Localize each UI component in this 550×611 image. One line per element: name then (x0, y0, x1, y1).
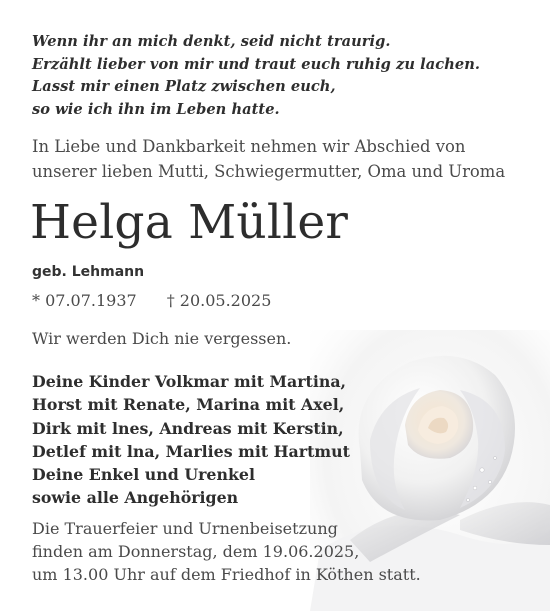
funeral-service-info (32, 517, 421, 586)
intro-line: In Liebe und Dankbarkeit nehmen wir Abschied von (32, 137, 466, 156)
mourner-line: Deine Kinder Volkmar mit Martina, (32, 372, 347, 391)
service-line: um 13.00 Uhr auf dem Friedhof in Köthen statt. (32, 565, 421, 584)
birth-date: * 07.07.1937 (32, 291, 137, 310)
poem-line: Erzählt lieber von mir und traut euch ruhig zu lachen. (32, 55, 481, 73)
mourner-line: sowie alle Angehörigen (32, 488, 239, 508)
service-line: Die Trauerfeier und Urnenbeisetzung (32, 519, 338, 538)
farewell-line: Wir werden Dich nie vergessen. (32, 329, 292, 348)
mourner-line: Detlef mit lna, Marlies mit Hartmut (32, 441, 350, 461)
deceased-name: Helga Müller (30, 195, 349, 250)
life-dates (32, 290, 271, 312)
mourners-list (32, 370, 350, 510)
poem-line: Lasst mir einen Platz zwischen euch, (32, 78, 336, 95)
mourner-line: Deine Enkel und Urenkel (32, 465, 255, 485)
service-line: finden am Donnerstag, dem 19.06.2025, (32, 542, 360, 561)
mourner-line: Horst mit Renate, Marina mit Axel, (32, 395, 345, 415)
farewell-intro (32, 134, 505, 184)
memorial-poem (32, 31, 480, 121)
birth-name: geb. Lehmann (32, 264, 145, 280)
intro-line: unserer lieben Mutti, Schwiegermutter, Oma und Uroma (32, 162, 506, 181)
death-date: † 20.05.2025 (166, 291, 272, 310)
poem-line: Wenn ihr an mich denkt, seid nicht traurig. (32, 33, 391, 50)
poem-line: so wie ich ihn im Leben hatte. (32, 100, 280, 118)
mourner-line: Dirk mit lnes, Andreas mit Kerstin, (32, 418, 344, 438)
